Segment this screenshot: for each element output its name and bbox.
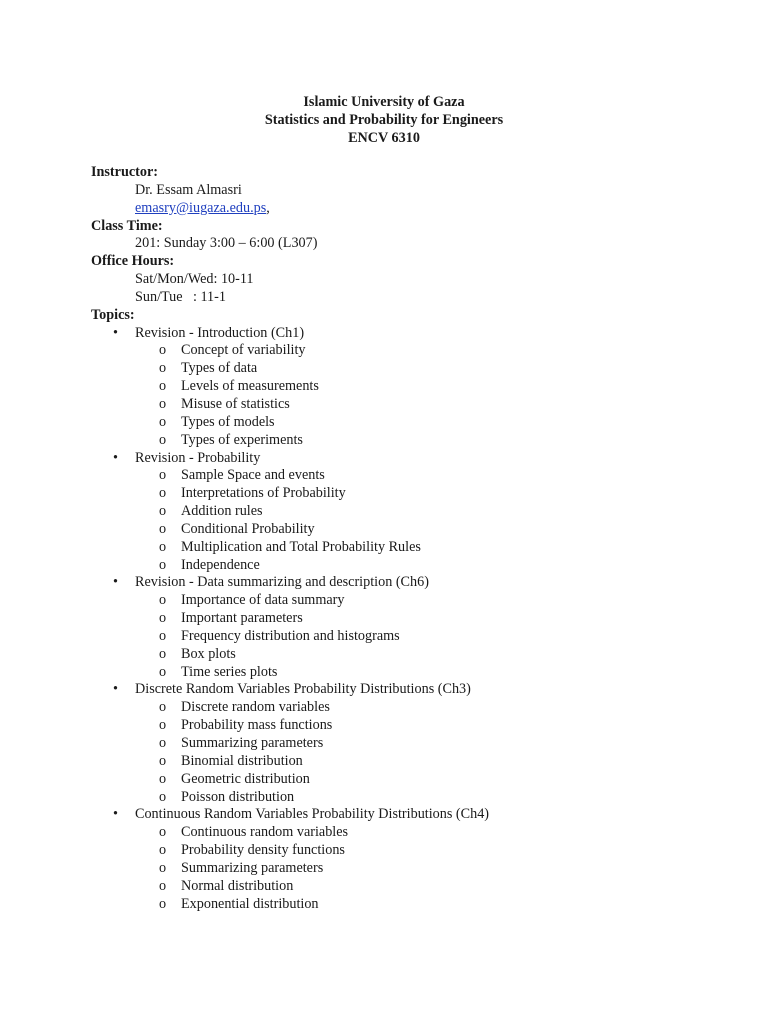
- subtopic-item: [91, 878, 731, 896]
- subtopic-label: Time series plots: [181, 663, 278, 680]
- subtopic-item: [91, 610, 731, 628]
- subtopic-item: [91, 414, 731, 432]
- topic-title: Revision - Introduction (Ch1): [135, 324, 305, 341]
- circle-bullet-icon: o: [159, 413, 167, 430]
- subtopic-label: Independence: [181, 556, 260, 573]
- circle-bullet-icon: o: [159, 842, 167, 859]
- subtopic-label: Geometric distribution: [181, 770, 310, 787]
- circle-bullet-icon: o: [159, 467, 167, 484]
- subtopic-label: Interpretations of Probability: [181, 485, 346, 502]
- circle-bullet-icon: o: [159, 556, 167, 573]
- topics-label: Topics:: [91, 306, 135, 323]
- subtopic-label: Summarizing parameters: [181, 735, 324, 751]
- office-hours-row: [91, 271, 731, 289]
- topic-title: Revision - Data summarizing and description (Ch6): [135, 574, 429, 591]
- subtopic-label: Addition rules: [181, 503, 263, 520]
- circle-bullet-icon: o: [159, 735, 167, 751]
- circle-bullet-icon: o: [159, 877, 167, 894]
- circle-bullet-icon: o: [159, 824, 167, 841]
- subtopic-label: Summarizing parameters: [181, 859, 324, 876]
- circle-bullet-icon: o: [159, 663, 167, 680]
- subtopic-label: Sample Space and events: [181, 467, 325, 484]
- subtopic-item: [91, 646, 731, 664]
- subtopic-label: Discrete random variables: [181, 699, 330, 716]
- subtopic-label: Levels of measurements: [181, 378, 319, 395]
- circle-bullet-icon: o: [159, 378, 167, 395]
- circle-bullet-icon: o: [159, 610, 167, 627]
- subtopic-label: Frequency distribution and histograms: [181, 627, 400, 644]
- topic-item: [91, 450, 731, 468]
- subtopic-item: [91, 735, 731, 753]
- subtopic-label: Types of models: [181, 413, 275, 430]
- circle-bullet-icon: o: [159, 503, 167, 520]
- subtopic-label: Conditional Probability: [181, 520, 315, 537]
- document-header: [0, 93, 768, 147]
- subtopic-label: Misuse of statistics: [181, 395, 290, 412]
- subtopic-label: Probability mass functions: [181, 717, 333, 734]
- office-hours-days: Sat/Mon/Wed:: [135, 271, 218, 288]
- circle-bullet-icon: o: [159, 627, 167, 644]
- topic-item: [91, 681, 731, 699]
- university-name: Islamic University of Gaza: [303, 94, 465, 110]
- subtopic-label: Types of data: [181, 360, 258, 377]
- subtopic-item: [91, 432, 731, 450]
- bullet-icon: •: [113, 806, 118, 823]
- subtopic-item: [91, 789, 731, 807]
- circle-bullet-icon: o: [159, 859, 167, 876]
- circle-bullet-icon: o: [159, 485, 167, 502]
- subtopic-item: [91, 592, 731, 610]
- office-hours-label: Office Hours:: [91, 253, 175, 270]
- instructor-email-row: [91, 200, 731, 218]
- subtopic-item: [91, 896, 731, 914]
- instructor-email-link[interactable]: emasry@iugaza.edu.ps: [135, 199, 267, 216]
- circle-bullet-icon: o: [159, 770, 167, 787]
- subtopic-label: Normal distribution: [181, 877, 294, 894]
- circle-bullet-icon: o: [159, 752, 167, 769]
- subtopic-item: [91, 342, 731, 360]
- subtopic-item: [91, 521, 731, 539]
- circle-bullet-icon: o: [159, 360, 167, 377]
- email-suffix: ,: [266, 199, 270, 216]
- bullet-icon: •: [113, 681, 118, 698]
- course-code: ENCV 6310: [348, 130, 420, 146]
- subtopic-item: [91, 753, 731, 771]
- office-hours-days: Sun/Tue: [135, 288, 183, 305]
- topic-title: Continuous Random Variables Probability Distributions (Ch4): [135, 806, 490, 823]
- instructor-label: Instructor:: [91, 164, 158, 180]
- subtopic-item: [91, 378, 731, 396]
- subtopic-item: [91, 557, 731, 575]
- subtopic-item: [91, 664, 731, 682]
- subtopic-label: Concept of variability: [181, 342, 306, 359]
- subtopic-label: Box plots: [181, 645, 236, 662]
- topic-item: [91, 325, 731, 343]
- bullet-icon: •: [113, 574, 118, 591]
- subtopic-item: [91, 360, 731, 378]
- subtopic-item: [91, 396, 731, 414]
- topic-title: Revision - Probability: [135, 449, 261, 466]
- circle-bullet-icon: o: [159, 717, 167, 734]
- subtopic-label: Important parameters: [181, 610, 303, 627]
- office-hours-time: 10-11: [217, 271, 254, 288]
- subtopic-label: Probability density functions: [181, 842, 345, 859]
- bullet-icon: •: [113, 324, 118, 341]
- class-time-label: Class Time:: [91, 217, 163, 234]
- topic-title: Discrete Random Variables Probability Distributions (Ch3): [135, 681, 471, 698]
- subtopic-label: Types of experiments: [181, 431, 303, 448]
- topic-item: [91, 574, 731, 592]
- subtopic-label: Poisson distribution: [181, 788, 295, 805]
- bullet-icon: •: [113, 449, 118, 466]
- subtopic-item: [91, 485, 731, 503]
- circle-bullet-icon: o: [159, 431, 167, 448]
- circle-bullet-icon: o: [159, 699, 167, 716]
- subtopic-label: Importance of data summary: [181, 592, 345, 609]
- circle-bullet-icon: o: [159, 342, 167, 359]
- subtopic-item: [91, 467, 731, 485]
- subtopic-item: [91, 628, 731, 646]
- subtopic-label: Exponential distribution: [181, 895, 319, 912]
- circle-bullet-icon: o: [159, 645, 167, 662]
- circle-bullet-icon: o: [159, 788, 167, 805]
- course-title: Statistics and Probability for Engineers: [264, 112, 504, 128]
- circle-bullet-icon: o: [159, 592, 167, 609]
- office-hours-row: [91, 289, 731, 307]
- subtopic-item: [91, 717, 731, 735]
- class-time-value: 201: Sunday 3:00 – 6:00 (L307): [135, 235, 318, 252]
- subtopic-item: [91, 771, 731, 789]
- subtopic-label: Continuous random variables: [181, 824, 349, 841]
- circle-bullet-icon: o: [159, 520, 167, 537]
- subtopic-item: [91, 539, 731, 557]
- circle-bullet-icon: o: [159, 538, 167, 555]
- office-hours-time: : 11-1: [193, 288, 226, 305]
- subtopic-item: [91, 842, 731, 860]
- circle-bullet-icon: o: [159, 395, 167, 412]
- subtopic-label: Multiplication and Total Probability Rules: [181, 538, 421, 555]
- subtopic-item: [91, 860, 731, 878]
- subtopic-item: [91, 503, 731, 521]
- subtopic-label: Binomial distribution: [181, 752, 303, 769]
- circle-bullet-icon: o: [159, 895, 167, 912]
- topic-item: [91, 806, 731, 824]
- instructor-name: Dr. Essam Almasri: [135, 181, 242, 198]
- subtopic-item: [91, 699, 731, 717]
- subtopic-item: [91, 824, 731, 842]
- topics-list: [91, 325, 731, 914]
- syllabus-body: [91, 164, 731, 913]
